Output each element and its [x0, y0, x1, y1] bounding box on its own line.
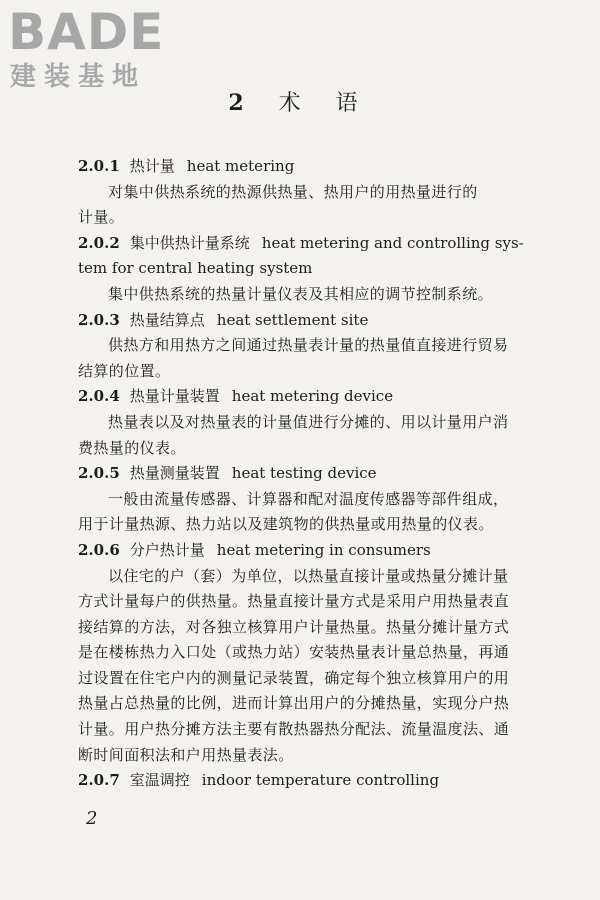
section-term: 室温调控: [129, 771, 190, 790]
section-heading: [78, 538, 546, 564]
body-line: 方式计量每户的供热量。热量直接计量方式是采用户用热量表直: [78, 592, 510, 611]
body-line: 以住宅的户（套）为单位，以热量直接计量或热量分摊计量: [108, 566, 509, 585]
body-line: 用于计量热源、热力站以及建筑物的供热量或用热量的仪表。: [78, 515, 494, 534]
body-line: 断时间面积法和户用热量表法。: [78, 745, 294, 764]
section-term: 热计量: [129, 157, 175, 175]
body-line: 计量。: [78, 208, 125, 227]
chapter-title: [0, 86, 600, 117]
section-term: 分户热计量: [129, 540, 205, 559]
chapter-number: 2: [228, 90, 258, 116]
section-english: heat metering and controlling sys-: [261, 233, 524, 252]
body-line: 是在楼栋热力入口处（或热力站）安装热量表计量总热量，再通: [78, 643, 510, 662]
section-english: heat settlement site: [216, 310, 369, 329]
body-line: 对集中供热系统的热源供热量、热用户的用热量进行的: [108, 182, 478, 201]
section-english-continued: tem for central heating system: [78, 259, 313, 278]
section-number: 2.0.5: [78, 464, 120, 483]
body-line: 热量占总热量的比例，进而计算出用户的分摊热量，实现分户热: [78, 694, 510, 713]
page-number: 2: [86, 808, 98, 829]
body-line: 热量表以及对热量表的计量值进行分摊的、用以计量用户消: [108, 412, 509, 431]
section-heading: [78, 461, 546, 487]
section-english: heat metering: [186, 157, 295, 175]
section-number: 2.0.3: [78, 310, 120, 329]
section-english: indoor temperature controlling: [201, 771, 440, 790]
section-english: heat metering in consumers: [216, 540, 431, 559]
section-term: 集中供热计量系统: [129, 233, 250, 252]
section-heading: [78, 308, 546, 334]
body-line: 计量。用户热分摊方法主要有散热器热分配法、流量温度法、通: [78, 720, 510, 739]
section-term: 热量测量装置: [129, 464, 220, 483]
body-line: 一般由流量传感器、计算器和配对温度传感器等部件组成，: [108, 489, 509, 508]
section-heading: [78, 768, 546, 794]
section-english: heat testing device: [231, 464, 377, 483]
body-line: 供热方和用热方之间通过热量表计量的热量值直接进行贸易: [108, 336, 509, 355]
logo-subtitle: 建装基地: [10, 62, 147, 92]
section-english: heat metering device: [231, 387, 394, 406]
body-line: 费热量的仪表。: [78, 438, 186, 457]
section-heading: [78, 231, 546, 257]
body-line: 接结算的方法，对各独立核算用户计量热量。热量分摊计量方式: [78, 617, 510, 636]
terms-content: [78, 154, 546, 794]
logo: [8, 3, 178, 96]
section-term: 热量结算点: [129, 310, 205, 329]
section-number: 2.0.7: [78, 771, 120, 790]
section-number: 2.0.4: [78, 387, 120, 406]
section-number: 2.0.1: [78, 157, 120, 175]
body-line: 过设置在住宅户内的测量记录装置，确定每个独立核算用户的用: [78, 668, 510, 687]
section-number: 2.0.6: [78, 540, 120, 559]
section-heading: [78, 384, 546, 410]
section-heading: [78, 154, 546, 180]
section-term: 热量计量装置: [129, 387, 220, 406]
logo-brand: BADE: [8, 3, 165, 61]
chapter-name: 术 语: [278, 91, 372, 116]
body-line: 结算的位置。: [78, 361, 171, 380]
body-line: 集中供热系统的热量计量仪表及其相应的调节控制系统。: [108, 284, 494, 303]
section-number: 2.0.2: [78, 233, 120, 252]
